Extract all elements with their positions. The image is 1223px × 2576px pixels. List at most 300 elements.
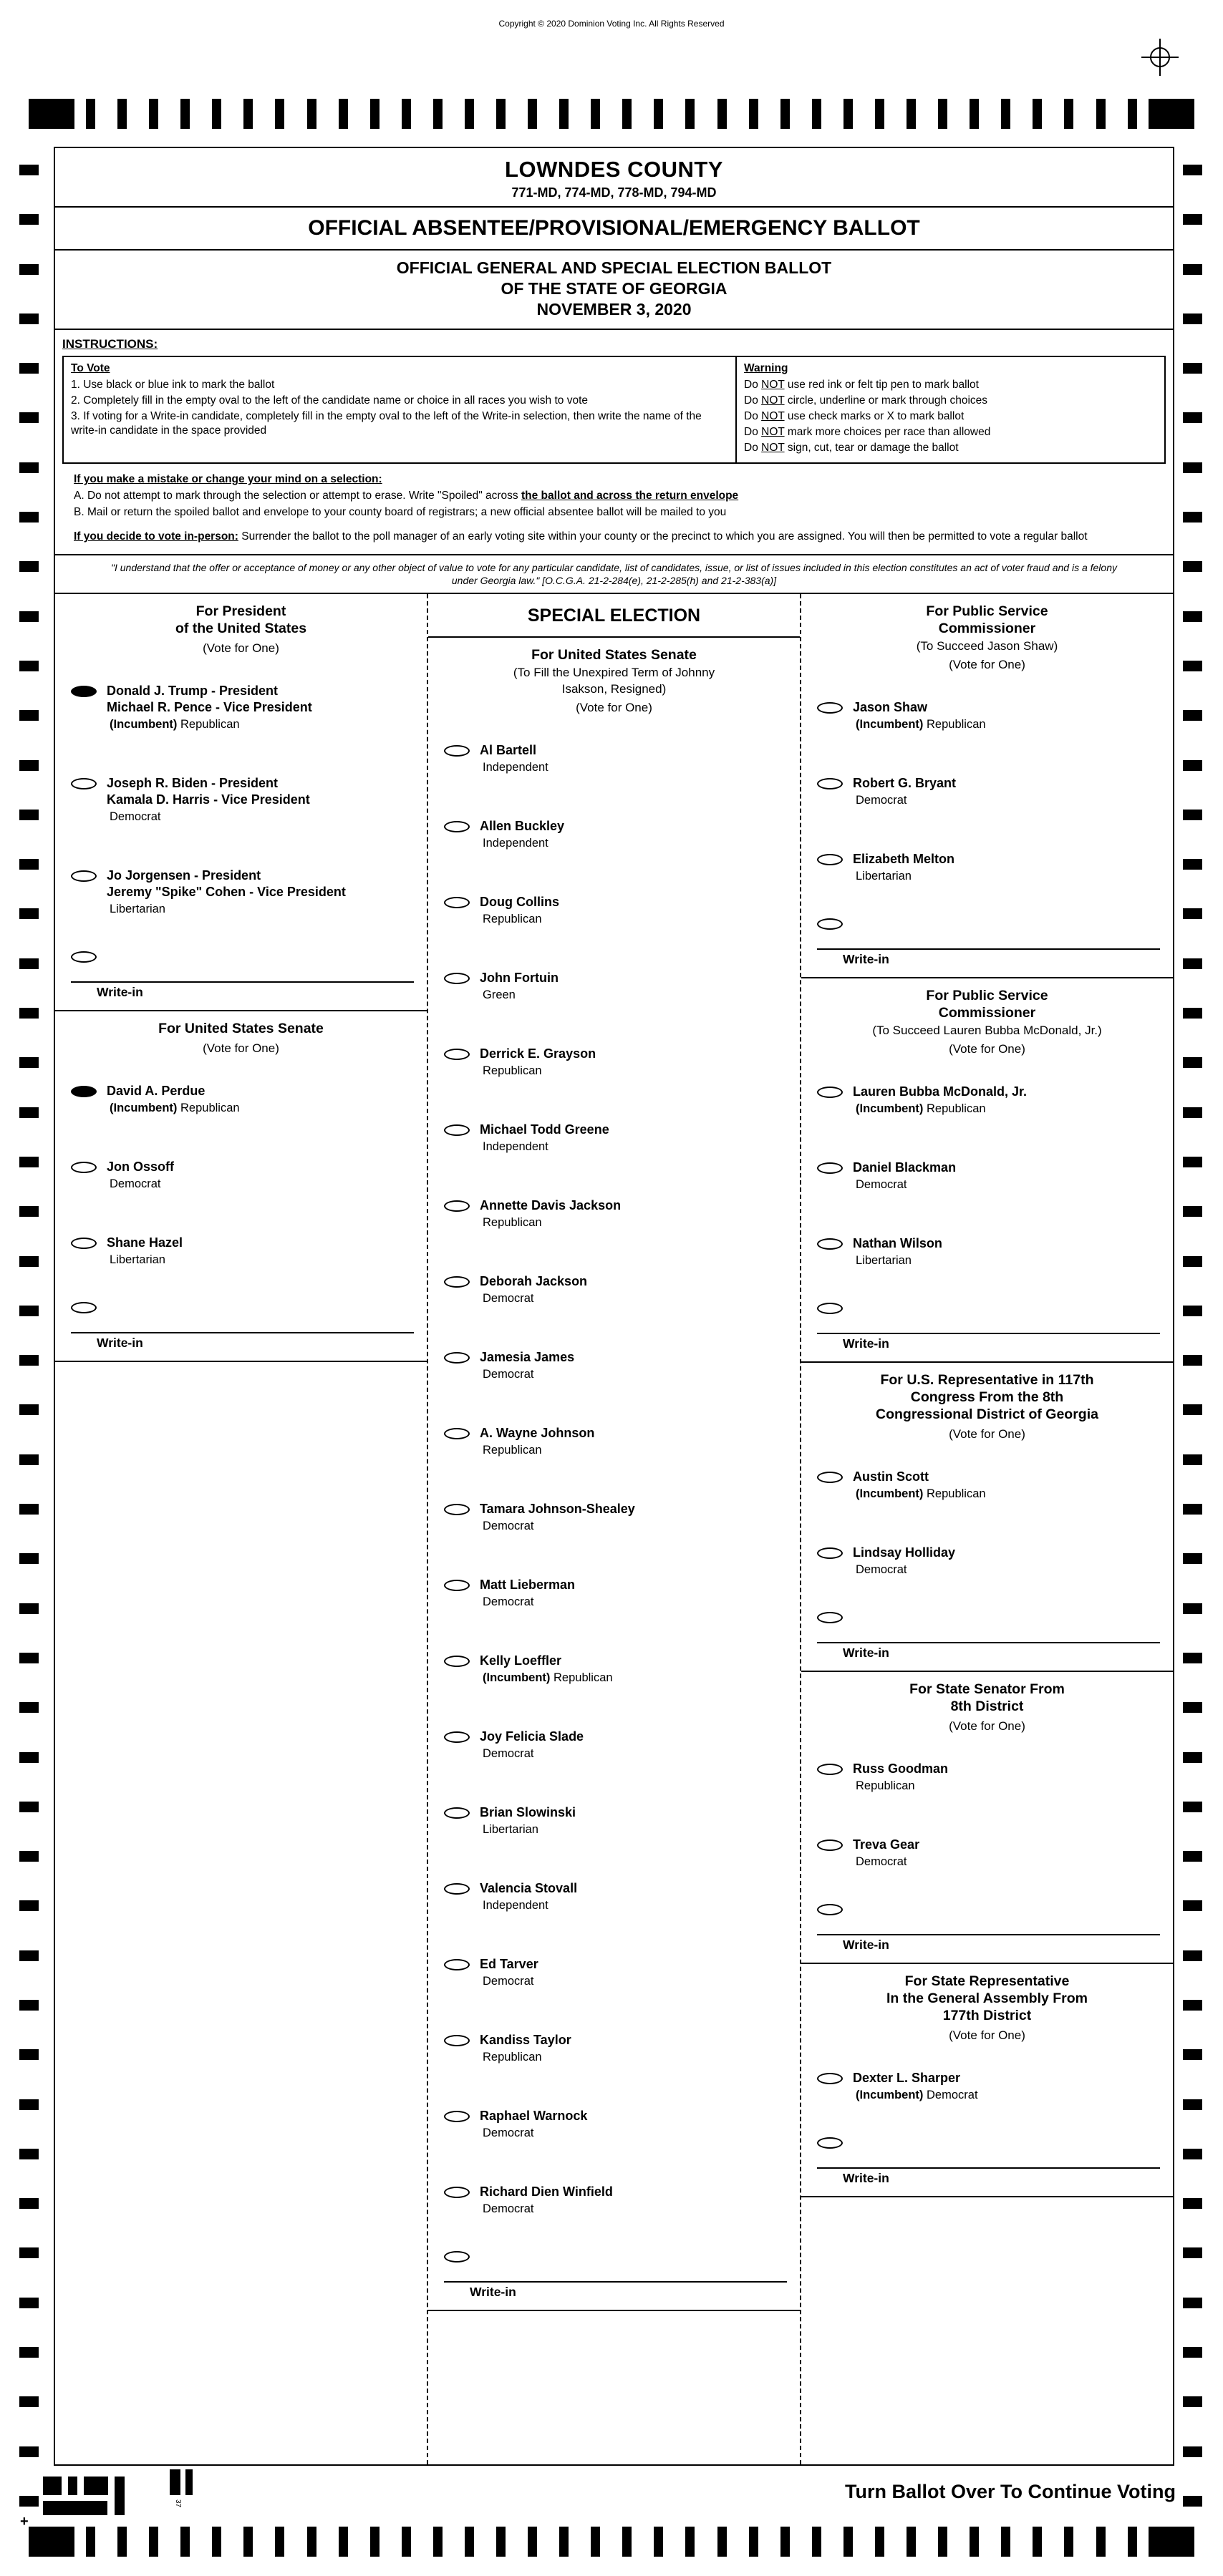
empty-oval[interactable]: [71, 1162, 97, 1173]
timing-mark: [1183, 2049, 1202, 2060]
timing-mark: [433, 99, 443, 129]
candidate-name: Brian Slowinski: [480, 1805, 576, 1819]
empty-oval[interactable]: [817, 2073, 843, 2084]
candidate-party: Democrat: [856, 1563, 907, 1576]
empty-oval[interactable]: [817, 702, 843, 714]
timing-mark: [1183, 1256, 1202, 1267]
timing-mark: [19, 264, 39, 275]
empty-oval[interactable]: [817, 1087, 843, 1098]
candidate-party: Democrat: [483, 1520, 534, 1532]
contest-header: [801, 1672, 1173, 1739]
empty-oval[interactable]: [444, 2035, 470, 2046]
timing-block: [1149, 99, 1194, 129]
timing-mark: [1096, 99, 1106, 129]
contest-title: Commissioner: [938, 621, 1036, 636]
empty-oval[interactable]: [817, 1162, 843, 1174]
write-in-oval[interactable]: [71, 1302, 97, 1313]
candidate-text: [480, 1501, 635, 1534]
timing-mark: [496, 99, 506, 129]
timing-mark: [19, 1157, 39, 1167]
empty-oval[interactable]: [817, 1764, 843, 1775]
timing-mark: [19, 760, 39, 771]
candidate-name: Michael Todd Greene: [480, 1122, 609, 1137]
timing-mark: [307, 2527, 316, 2557]
candidate-name: Joseph R. Biden - President: [107, 776, 279, 790]
timing-mark: [622, 99, 632, 129]
candidate-row: [428, 721, 800, 797]
to-vote-item: 3. If voting for a Write-in candidate, completely fill in the empty oval to the left of the Write-in selection, then write the name of the write-in candidate in the space provided: [71, 410, 702, 437]
timing-mark: [19, 1752, 39, 1763]
write-in-line[interactable]: [817, 2167, 1160, 2169]
candidate-text: [480, 1273, 587, 1306]
timing-mark: [1183, 611, 1202, 622]
timing-mark: [275, 2527, 284, 2557]
write-in-line[interactable]: [71, 981, 414, 983]
empty-oval[interactable]: [817, 1547, 843, 1559]
timing-mark: [1183, 1553, 1202, 1564]
timing-mark: [938, 99, 947, 129]
candidate-name: Robert G. Bryant: [853, 776, 957, 790]
write-in-line[interactable]: [817, 1642, 1160, 1643]
timing-mark: [1183, 2099, 1202, 2110]
empty-oval[interactable]: [444, 2187, 470, 2198]
timing-mark: [180, 2527, 190, 2557]
timing-mark: [591, 2527, 600, 2557]
write-in-line[interactable]: [817, 1934, 1160, 1935]
write-in-oval[interactable]: [444, 2251, 470, 2262]
empty-oval[interactable]: [444, 1883, 470, 1895]
candidate-party: (Incumbent) Republican: [856, 1487, 986, 1500]
candidate-text: [107, 1235, 183, 1268]
timing-mark: [1183, 760, 1202, 771]
timing-mark: [622, 2527, 632, 2557]
candidate-name: Al Bartell: [480, 743, 537, 757]
contest-title: 8th District: [950, 1698, 1024, 1714]
timing-mark: [19, 2099, 39, 2110]
timing-mark: [812, 99, 821, 129]
candidate-row: [55, 1213, 427, 1289]
candidate-name: Elizabeth Melton: [853, 852, 955, 866]
contest-note: (To Succeed Jason Shaw): [916, 639, 1058, 653]
warning-item: Do NOT use red ink or felt tip pen to mark ballot: [744, 379, 979, 391]
election-title-line2: OF THE STATE OF GEORGIA: [501, 279, 727, 298]
timing-mark: [1183, 1057, 1202, 1068]
warning-title: Warning: [744, 362, 788, 374]
candidate-text: [480, 742, 548, 775]
write-in-section: [801, 905, 1173, 977]
empty-oval[interactable]: [444, 973, 470, 984]
timing-mark: [243, 2527, 253, 2557]
candidate-name: Joy Felicia Slade: [480, 1729, 584, 1744]
timing-mark: [19, 2000, 39, 2011]
timing-mark: [19, 2446, 39, 2457]
timing-mark: [1183, 908, 1202, 919]
timing-mark: [465, 2527, 474, 2557]
timing-mark: [1183, 1504, 1202, 1515]
candidate-party: Democrat: [483, 2202, 534, 2215]
write-in-oval[interactable]: [71, 951, 97, 963]
timing-mark: [1183, 1653, 1202, 1663]
candidate-text: [480, 894, 559, 927]
timing-mark: [1183, 1157, 1202, 1167]
timing-mark: [528, 2527, 537, 2557]
timing-mark: [1183, 1008, 1202, 1019]
empty-oval[interactable]: [817, 778, 843, 789]
candidate-party: (Incumbent) Democrat: [856, 2089, 978, 2101]
timing-mark: [19, 1653, 39, 1663]
timing-mark: [19, 363, 39, 374]
timing-mark: [1183, 1404, 1202, 1415]
candidate-row: [55, 1061, 427, 1137]
filled-oval[interactable]: [71, 1086, 97, 1097]
timing-mark: [812, 2527, 821, 2557]
candidate-text: [480, 818, 564, 851]
timing-mark: [1183, 1752, 1202, 1763]
candidate-row: [428, 948, 800, 1024]
candidate-name: Kelly Loeffler: [480, 1653, 562, 1668]
empty-oval[interactable]: [71, 1238, 97, 1249]
candidate-party: (Incumbent) Republican: [856, 1102, 986, 1115]
candidate-party: Libertarian: [110, 903, 165, 915]
mistake-line: B. Mail or return the spoiled ballot and envelope to your county board of registrars; a new official absentee ballot will be mailed to you: [74, 506, 727, 518]
empty-oval[interactable]: [444, 1124, 470, 1136]
candidate-name: Ed Tarver: [480, 1957, 538, 1971]
instructions-label: INSTRUCTIONS:: [62, 337, 158, 351]
candidate-name: Raphael Warnock: [480, 2109, 588, 2123]
timing-mark: [1183, 412, 1202, 423]
candidate-text: [107, 683, 312, 732]
timing-mark: [339, 99, 348, 129]
timing-mark: [1128, 99, 1137, 129]
timing-mark: [19, 412, 39, 423]
timing-mark: [1183, 314, 1202, 324]
write-in-line[interactable]: [444, 2281, 787, 2283]
candidate-name: A. Wayne Johnson: [480, 1426, 595, 1440]
candidate-row: [428, 2162, 800, 2238]
timing-mark: [496, 2527, 506, 2557]
write-in-label: Write-in: [843, 1646, 889, 1660]
candidate-party: Democrat: [483, 1368, 534, 1381]
candidate-row: [55, 1137, 427, 1213]
candidate-name: David A. Perdue: [107, 1084, 206, 1098]
candidate-text: [480, 2032, 571, 2065]
write-in-oval[interactable]: [817, 1904, 843, 1915]
column-2: [427, 594, 800, 2464]
candidate-text: [480, 1577, 575, 1610]
candidate-name: Jamesia James: [480, 1350, 575, 1364]
contest: [801, 978, 1173, 1363]
contest: [428, 638, 800, 2311]
candidate-name: Derrick E. Grayson: [480, 1046, 596, 1061]
stub-bar: [170, 2469, 180, 2495]
candidate-text: [853, 1084, 1027, 1117]
timing-mark: [907, 99, 916, 129]
candidate-text: [853, 775, 956, 808]
timing-mark: [1183, 512, 1202, 523]
write-in-section: [801, 1290, 1173, 1361]
timing-mark: [875, 2527, 884, 2557]
candidate-text: [480, 1804, 576, 1837]
timing-mark: [212, 2527, 221, 2557]
timing-mark: [875, 99, 884, 129]
empty-oval[interactable]: [817, 854, 843, 865]
warning-item: Do NOT sign, cut, tear or damage the ballot: [744, 442, 959, 454]
timing-mark: [1183, 1851, 1202, 1862]
candidate-text: [107, 1159, 174, 1192]
timing-mark: [591, 99, 600, 129]
candidate-text: [107, 1083, 240, 1116]
timing-mark: [1183, 859, 1202, 870]
empty-oval[interactable]: [817, 1472, 843, 1483]
timing-mark: [19, 1306, 39, 1316]
candidate-party: Independent: [483, 761, 548, 774]
candidate-text: [853, 1761, 948, 1794]
timing-mark: [1183, 561, 1202, 572]
election-date: NOVEMBER 3, 2020: [536, 300, 692, 319]
timing-mark: [938, 2527, 947, 2557]
empty-oval[interactable]: [71, 870, 97, 882]
candidate-row: [428, 1024, 800, 1100]
copyright-line: Copyright © 2020 Dominion Voting Inc. All Rights Reserved: [498, 19, 725, 29]
timing-mark: [970, 99, 979, 129]
timing-mark: [1183, 264, 1202, 275]
empty-oval[interactable]: [444, 1352, 470, 1364]
write-in-line[interactable]: [71, 1332, 414, 1333]
write-in-label: Write-in: [843, 952, 889, 966]
contest-title: Commissioner: [938, 1005, 1036, 1021]
timing-mark: [19, 810, 39, 820]
vote-for-instruction: (Vote for One): [203, 1041, 279, 1055]
candidate-row: [428, 1252, 800, 1328]
candidate-party: (Incumbent) Republican: [483, 1671, 613, 1684]
candidate-text: [853, 699, 986, 732]
empty-oval[interactable]: [444, 821, 470, 832]
timing-mark: [654, 99, 663, 129]
timing-mark: [1183, 2298, 1202, 2308]
warning-box: [735, 356, 1166, 464]
timing-mark: [1183, 1355, 1202, 1366]
candidate-name: Dexter L. Sharper: [853, 2071, 961, 2085]
write-in-label: Write-in: [97, 1336, 143, 1350]
empty-oval[interactable]: [444, 1656, 470, 1667]
empty-oval[interactable]: [444, 1580, 470, 1591]
timing-mark: [19, 1950, 39, 1961]
timing-mark: [19, 1057, 39, 1068]
candidate-party: (Incumbent) Republican: [856, 718, 986, 731]
timing-block: [1149, 2527, 1194, 2557]
timing-mark: [433, 2527, 443, 2557]
timing-block: [29, 99, 74, 129]
filled-oval[interactable]: [71, 686, 97, 697]
timing-mark: [717, 99, 727, 129]
timing-mark: [212, 99, 221, 129]
candidate-text: [480, 970, 559, 1003]
candidate-party: Independent: [483, 1899, 548, 1912]
candidate-name: Lauren Bubba McDonald, Jr.: [853, 1084, 1028, 1099]
timing-mark: [19, 1404, 39, 1415]
timing-mark: [1183, 165, 1202, 175]
county-name: LOWNDES COUNTY: [505, 157, 723, 182]
timing-mark: [19, 661, 39, 671]
timing-mark: [19, 2247, 39, 2258]
candidate-text: [480, 1425, 594, 1458]
empty-oval[interactable]: [444, 1959, 470, 1970]
contest: [801, 594, 1173, 978]
candidate-row: [801, 678, 1173, 754]
candidate-party: Democrat: [483, 1975, 534, 1988]
timing-mark: [1001, 2527, 1010, 2557]
timing-mark: [749, 2527, 758, 2557]
mistake-line: If you make a mistake or change your mind on a selection:: [74, 473, 382, 485]
write-in-oval[interactable]: [817, 1303, 843, 1314]
registration-crosshair-icon: [1141, 39, 1179, 79]
candidate-party: Republican: [856, 1779, 915, 1792]
candidate-name: Kandiss Taylor: [480, 2033, 571, 2047]
warning-item: Do NOT mark more choices per race than allowed: [744, 426, 991, 438]
candidate-party: Democrat: [856, 794, 907, 807]
candidate-row: [801, 1062, 1173, 1138]
timing-mark: [243, 99, 253, 129]
candidate-name: Richard Dien Winfield: [480, 2184, 613, 2199]
candidate-row: [428, 2011, 800, 2086]
empty-oval[interactable]: [444, 897, 470, 908]
mistake-lines: [74, 472, 1154, 520]
write-in-oval[interactable]: [817, 2137, 843, 2149]
empty-oval[interactable]: [817, 1238, 843, 1250]
write-in-oval[interactable]: [817, 1612, 843, 1623]
candidate-party: Democrat: [110, 1177, 161, 1190]
candidate-row: [428, 873, 800, 948]
warning-items: [744, 378, 1157, 455]
empty-oval[interactable]: [444, 2111, 470, 2122]
candidate-row: [801, 1739, 1173, 1815]
candidate-party: Independent: [483, 837, 548, 850]
candidate-row: [801, 1523, 1173, 1599]
contest-title: Congressional District of Georgia: [876, 1406, 1098, 1422]
empty-oval[interactable]: [444, 1049, 470, 1060]
candidate-party: Republican: [483, 1444, 542, 1457]
write-in-section: [801, 2124, 1173, 2196]
candidate-row: [801, 2048, 1173, 2124]
empty-oval[interactable]: [444, 1807, 470, 1819]
column-1: [55, 594, 427, 2464]
warning-item: Do NOT circle, underline or mark through choices: [744, 394, 988, 407]
candidate-party: Green: [483, 988, 516, 1001]
to-vote-item: 1. Use black or blue ink to mark the ballot: [71, 379, 275, 391]
empty-oval[interactable]: [444, 1504, 470, 1515]
candidate-text: [853, 2070, 978, 2103]
timing-mark: [149, 99, 158, 129]
empty-oval[interactable]: [444, 1428, 470, 1439]
timing-mark: [1183, 2198, 1202, 2209]
timing-mark: [1183, 1702, 1202, 1713]
timing-mark: [1183, 1454, 1202, 1465]
timing-mark: [19, 1900, 39, 1911]
empty-oval[interactable]: [444, 1731, 470, 1743]
contest-header: [801, 978, 1173, 1062]
empty-oval[interactable]: [817, 1839, 843, 1851]
barcode-mark: [84, 2477, 108, 2495]
candidate-row: [801, 1138, 1173, 1214]
candidate-party: Republican: [483, 1216, 542, 1229]
candidate-row: [428, 1176, 800, 1252]
mistake-instructions: [62, 464, 1166, 547]
write-in-line[interactable]: [817, 1333, 1160, 1334]
timing-mark: [685, 99, 695, 129]
contest-title: For U.S. Representative in 117th: [880, 1372, 1094, 1388]
timing-marks-bottom: [29, 2527, 1194, 2557]
mistake-line: A. Do not attempt to mark through the selection or attempt to erase. Write "Spoiled" across the ballot and across the return envelope: [74, 490, 739, 502]
election-title: [55, 251, 1173, 330]
candidate-party: Republican: [483, 2051, 542, 2064]
timing-mark: [1183, 1306, 1202, 1316]
candidate-party: (Incumbent) Republican: [110, 1102, 240, 1114]
timing-mark: [907, 2527, 916, 2557]
timing-mark: [19, 2049, 39, 2060]
timing-mark: [1183, 2149, 1202, 2159]
empty-oval[interactable]: [444, 745, 470, 757]
candidate-party: Libertarian: [856, 1254, 912, 1267]
timing-mark: [180, 99, 190, 129]
candidate-name: Tamara Johnson-Shealey: [480, 1502, 635, 1516]
candidate-name: Allen Buckley: [480, 819, 565, 833]
timing-mark: [1064, 99, 1073, 129]
contest-title: Congress From the 8th: [910, 1389, 1064, 1405]
contest-title: For Public Service: [926, 603, 1048, 619]
contest: [55, 1011, 427, 1362]
barcode-mark: [115, 2477, 125, 2515]
candidate-text: [480, 1729, 584, 1761]
timing-marks-right: [1183, 165, 1202, 2507]
timing-mark: [19, 611, 39, 622]
write-in-section: [428, 2238, 800, 2310]
write-in-line[interactable]: [817, 948, 1160, 950]
write-in-label: Write-in: [470, 2285, 516, 2299]
contest-title: For Public Service: [926, 988, 1048, 1003]
timing-mark: [19, 1851, 39, 1862]
empty-oval[interactable]: [444, 1200, 470, 1212]
write-in-oval[interactable]: [817, 918, 843, 930]
vote-for-instruction: (Vote for One): [949, 658, 1025, 671]
contest: [55, 594, 427, 1011]
special-election-header: SPECIAL ELECTION: [428, 594, 800, 638]
timing-mark: [1183, 958, 1202, 969]
timing-mark: [843, 99, 853, 129]
timing-mark: [559, 99, 569, 129]
contest-header: [801, 594, 1173, 678]
timing-mark: [19, 165, 39, 175]
empty-oval[interactable]: [444, 1276, 470, 1288]
candidate-party: Republican: [483, 913, 542, 925]
barcode-mark: [43, 2501, 107, 2515]
candidate-party: (Incumbent) Republican: [110, 718, 240, 731]
timing-mark: [86, 99, 95, 129]
candidate-name: Deborah Jackson: [480, 1274, 588, 1288]
candidate-name: Jon Ossoff: [107, 1160, 175, 1174]
timing-mark: [19, 958, 39, 969]
candidate-text: [480, 1653, 613, 1686]
timing-mark: [19, 908, 39, 919]
candidate-name: Nathan Wilson: [853, 1236, 942, 1250]
candidate-row: [428, 797, 800, 873]
candidate-name: Jeremy "Spike" Cohen - Vice President: [107, 885, 346, 899]
timing-mark: [1096, 2527, 1106, 2557]
candidate-row: [55, 846, 427, 938]
in-person-instructions: If you decide to vote in-person: Surrender the ballot to the poll manager of an early voting site within your county or the precinct to which you are assigned. You will then be permitted to vote a regular ballot: [74, 530, 1088, 543]
contest-title: of the United States: [175, 621, 307, 636]
empty-oval[interactable]: [71, 778, 97, 789]
contest-columns: [55, 594, 1173, 2464]
